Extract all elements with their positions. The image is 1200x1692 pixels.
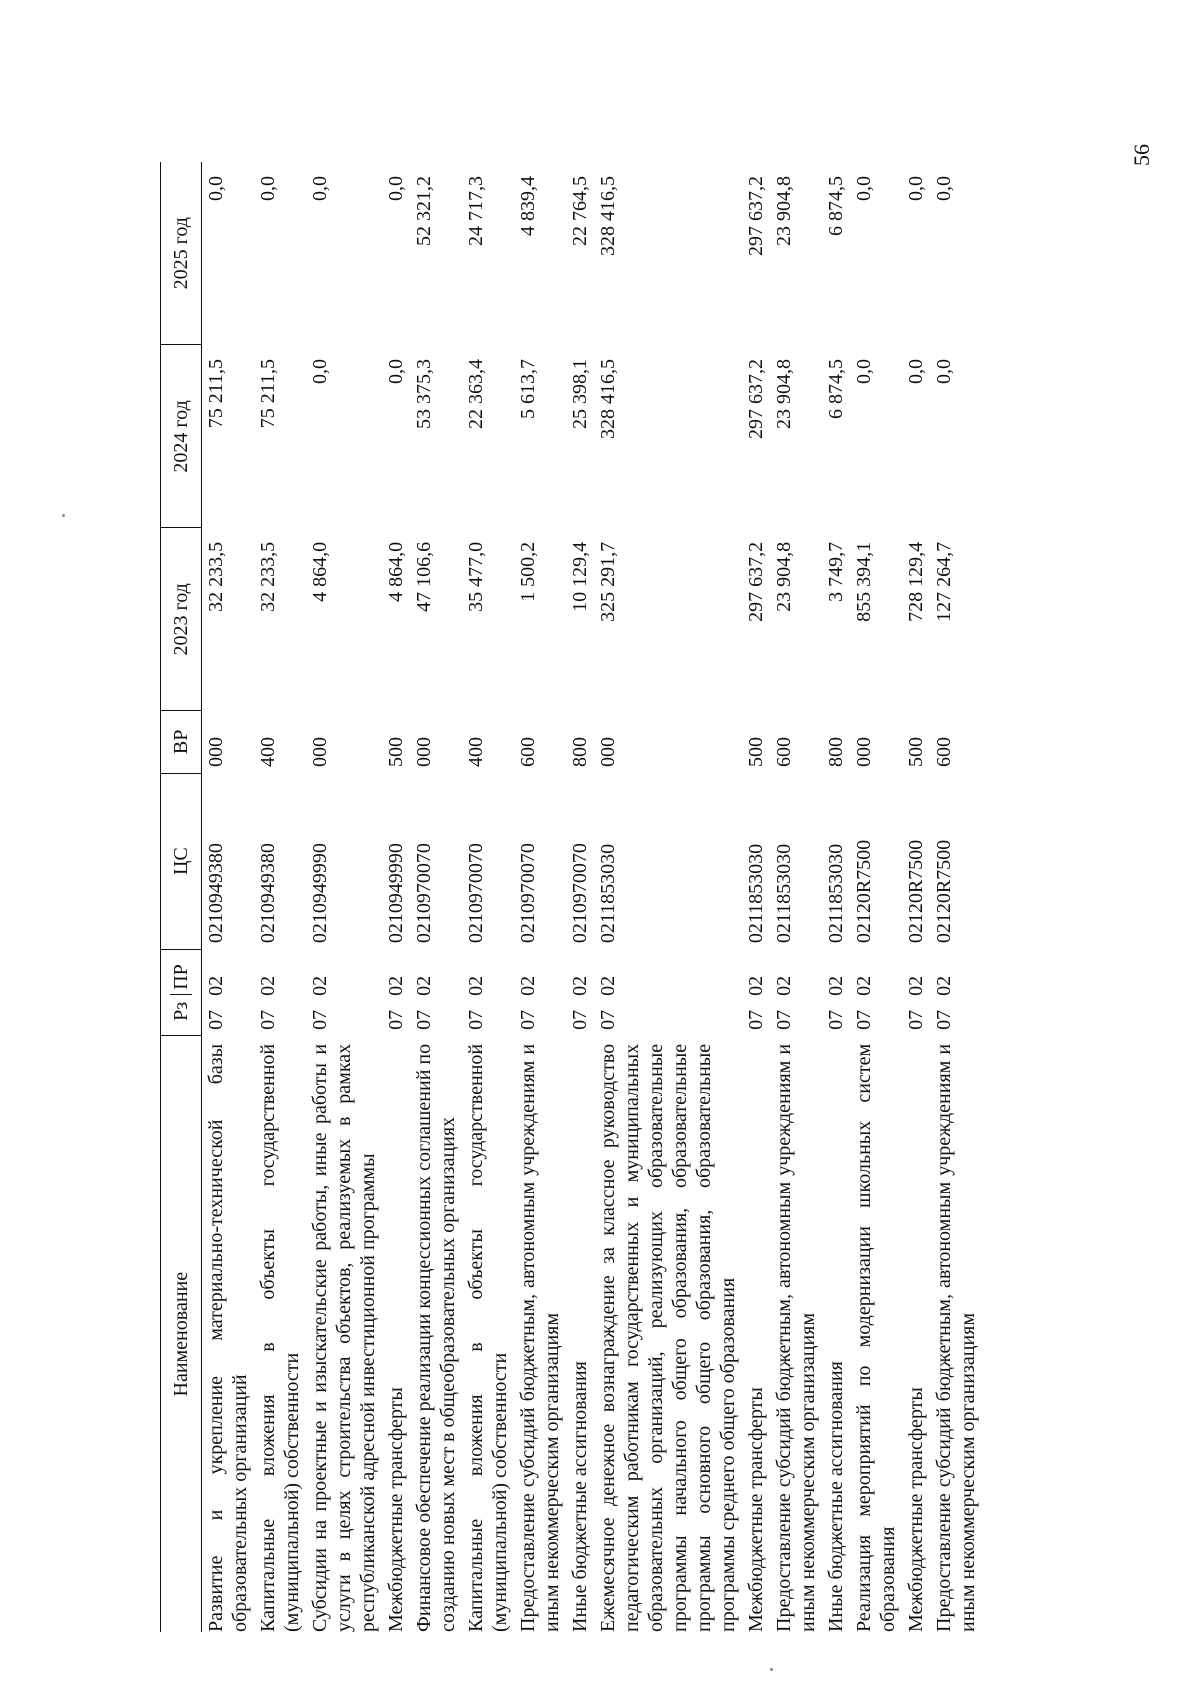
row-2025-cell: 6 874,5 [825, 176, 847, 236]
row-pr: 02 [745, 975, 767, 996]
row-2023-cell: 325 291,7 [597, 541, 619, 622]
row-rz: 07 [569, 1009, 591, 1030]
row-cs-cell: 02120R7500 [853, 839, 875, 944]
row-2025-cell: 4 839,4 [517, 176, 539, 236]
row-2025-cell: 24 717,3 [465, 176, 487, 246]
table-row [410, 162, 462, 1632]
header-cs: ЦС [161, 773, 202, 949]
row-cs-cell: 02120R7500 [905, 839, 927, 944]
row-vr-cell: 000 [853, 737, 875, 768]
row-name-cell: Иные бюджетные ассигнования [825, 1361, 847, 1632]
row-2024-cell: 53 375,3 [413, 358, 435, 429]
row-pr: 02 [853, 975, 875, 996]
row-2023-cell: 4 864,0 [309, 541, 331, 602]
row-vr-cell: 400 [257, 737, 279, 768]
row-2025-cell: 297 637,2 [745, 176, 767, 256]
row-pr: 02 [569, 975, 591, 996]
row-cs-cell: 0210970070 [465, 843, 487, 944]
scan-speck [770, 1668, 773, 1671]
table-row [930, 162, 982, 1632]
table-row [850, 162, 902, 1632]
header-2025: 2025 год [161, 162, 202, 345]
row-vr-cell: 000 [597, 737, 619, 768]
rotated-table-container [160, 162, 1040, 1632]
row-pr: 02 [905, 975, 927, 996]
row-rz-pr-cell [410, 949, 462, 1036]
scan-speck [62, 514, 65, 517]
row-2024-cell: 0,0 [905, 358, 927, 384]
row-cs-cell: 02120R7500 [933, 839, 955, 944]
table-row [770, 162, 822, 1632]
table-row [566, 162, 594, 1632]
row-rz-pr-cell [306, 949, 382, 1036]
row-2023-cell: 728 129,4 [905, 541, 927, 622]
budget-table [160, 162, 982, 1632]
row-vr-cell: 000 [205, 737, 227, 768]
row-2025-cell: 22 764,5 [569, 176, 591, 246]
row-name-cell: Межбюджетные трансферты [905, 1387, 927, 1632]
row-rz-pr-cell [514, 949, 566, 1036]
row-name-cell: Межбюджетные трансферты [745, 1387, 767, 1632]
row-pr: 02 [517, 975, 539, 996]
row-rz-pr-cell [822, 949, 850, 1036]
row-pr: 02 [465, 975, 487, 996]
row-2023-cell: 23 904,8 [773, 541, 795, 612]
row-rz: 07 [905, 1009, 927, 1030]
row-2024-cell: 22 363,4 [465, 358, 487, 429]
row-vr-cell: 500 [385, 737, 407, 768]
row-cs-cell: 0211853030 [745, 843, 767, 944]
row-pr: 02 [597, 975, 619, 996]
row-2023-cell: 3 749,7 [825, 541, 847, 602]
row-2023-cell: 4 864,0 [385, 541, 407, 602]
row-2025-cell: 0,0 [205, 176, 227, 201]
row-cs-cell: 0210970070 [517, 843, 539, 944]
row-name-cell: Капитальные вложения в объекты государственной (муниципальной) собственности [257, 1043, 303, 1632]
header-vr: ВР [161, 711, 202, 773]
row-cs-cell: 0210949990 [385, 843, 407, 944]
row-rz: 07 [597, 1009, 619, 1030]
header-rz: Рз [170, 1001, 192, 1021]
row-2023-cell: 127 264,7 [933, 541, 955, 622]
row-2024-cell: 5 613,7 [517, 358, 539, 419]
row-cs-cell: 0210970070 [413, 843, 435, 944]
header-pr: ПР [170, 964, 192, 995]
row-vr-cell: 600 [517, 737, 539, 768]
row-pr: 02 [257, 975, 279, 996]
row-vr-cell: 600 [933, 737, 955, 768]
row-rz-pr-cell [202, 949, 255, 1036]
header-rz-pr [161, 949, 202, 1036]
row-pr: 02 [385, 975, 407, 996]
row-rz-pr-cell [566, 949, 594, 1036]
row-vr-cell: 000 [413, 737, 435, 768]
row-name-cell: Развитие и укрепление материально-технической базы образовательных организаций [205, 1043, 251, 1632]
row-2024-cell: 75 211,5 [205, 358, 227, 429]
row-2023-cell: 32 233,5 [205, 541, 227, 612]
row-pr: 02 [773, 975, 795, 996]
row-cs-cell: 0211853030 [597, 843, 619, 944]
row-rz-pr-cell [930, 949, 982, 1036]
row-rz-pr-cell [594, 949, 742, 1036]
row-2025-cell: 0,0 [933, 176, 955, 201]
row-2025-cell: 0,0 [385, 176, 407, 201]
row-2024-cell: 0,0 [385, 358, 407, 384]
table-row [382, 162, 410, 1632]
row-rz: 07 [517, 1009, 539, 1030]
row-vr-cell: 600 [773, 737, 795, 768]
row-name-cell: Реализация мероприятий по модернизации школьных систем образования [853, 1043, 899, 1632]
row-name-cell: Финансовое обеспечение реализации концессионных соглашений по созданию новых мест в общеобразовательных организациях [413, 1043, 459, 1632]
row-2025-cell: 328 416,5 [597, 176, 619, 256]
row-2025-cell: 23 904,8 [773, 176, 795, 246]
row-rz: 07 [385, 1009, 407, 1030]
row-2023-cell: 10 129,4 [569, 541, 591, 612]
table-row [594, 162, 742, 1632]
row-2024-cell: 0,0 [853, 358, 875, 384]
row-2025-cell: 0,0 [853, 176, 875, 201]
table-row [462, 162, 514, 1632]
row-vr-cell: 500 [905, 737, 927, 768]
row-vr-cell: 500 [745, 737, 767, 768]
row-2024-cell: 297 637,2 [745, 358, 767, 439]
header-2023: 2023 год [161, 528, 202, 711]
row-rz-pr-cell [382, 949, 410, 1036]
row-rz-pr-cell [742, 949, 770, 1036]
row-rz: 07 [413, 1009, 435, 1030]
page-number: 56 [1129, 144, 1154, 166]
table-row [902, 162, 930, 1632]
row-rz: 07 [825, 1009, 847, 1030]
row-vr-cell: 400 [465, 737, 487, 768]
row-cs-cell: 0210949990 [309, 843, 331, 944]
row-pr: 02 [309, 975, 331, 996]
row-pr: 02 [413, 975, 435, 996]
header-2024: 2024 год [161, 345, 202, 528]
row-2024-cell: 23 904,8 [773, 358, 795, 429]
row-name-cell: Межбюджетные трансферты [385, 1387, 407, 1632]
row-2024-cell: 25 398,1 [569, 358, 591, 429]
row-2024-cell: 328 416,5 [597, 358, 619, 439]
row-cs-cell: 0210949380 [257, 843, 279, 944]
row-rz-pr-cell [902, 949, 930, 1036]
row-2025-cell: 52 321,2 [413, 176, 435, 246]
row-name-cell: Капитальные вложения в объекты государственной (муниципальной) собственности [465, 1043, 511, 1632]
row-name-cell: Субсидии на проектные и изыскательские работы, иные работы и услуги в целях строительства объектов, реализуемых в рамках республиканской адресной инвестиционной программы [309, 1043, 379, 1632]
row-rz: 07 [853, 1009, 875, 1030]
row-rz: 07 [205, 1009, 227, 1030]
row-rz-pr-cell [254, 949, 306, 1036]
row-2024-cell: 75 211,5 [257, 358, 279, 429]
row-pr: 02 [205, 975, 227, 996]
row-cs-cell: 0210970070 [569, 843, 591, 944]
row-name-cell: Предоставление субсидий бюджетным, автономным учреждениям и иным некоммерческим организациям [517, 1043, 563, 1632]
table-row [822, 162, 850, 1632]
table-row [254, 162, 306, 1632]
row-name-cell: Ежемесячное денежное вознаграждение за классное руководство педагогическим работникам государственных и муниципальных образовательных организаций, реализующих образовательные программы начального общего образования, образовательные программы основного общего образования, образовательные программы среднего общего образования [597, 1043, 739, 1632]
row-2023-cell: 47 106,6 [413, 541, 435, 612]
row-rz-pr-cell [462, 949, 514, 1036]
row-2025-cell: 0,0 [309, 176, 331, 201]
row-rz-pr-cell [850, 949, 902, 1036]
row-vr-cell: 800 [569, 737, 591, 768]
row-rz: 07 [309, 1009, 331, 1030]
row-2024-cell: 0,0 [933, 358, 955, 384]
row-2023-cell: 855 394,1 [853, 541, 875, 622]
row-name-cell: Предоставление субсидий бюджетным, автономным учреждениям и иным некоммерческим организациям [773, 1043, 819, 1632]
row-rz: 07 [933, 1009, 955, 1030]
row-2023-cell: 35 477,0 [465, 541, 487, 612]
row-rz: 07 [773, 1009, 795, 1030]
table-row [306, 162, 382, 1632]
row-rz: 07 [745, 1009, 767, 1030]
table-row [742, 162, 770, 1632]
row-name-cell: Предоставление субсидий бюджетным, автономным учреждениям и иным некоммерческим организациям [933, 1043, 979, 1632]
table-row [514, 162, 566, 1632]
row-2023-cell: 297 637,2 [745, 541, 767, 622]
row-rz: 07 [465, 1009, 487, 1030]
row-cs-cell: 0211853030 [825, 843, 847, 944]
row-vr-cell: 800 [825, 737, 847, 768]
row-2023-cell: 32 233,5 [257, 541, 279, 612]
row-rz: 07 [257, 1009, 279, 1030]
row-vr-cell: 000 [309, 737, 331, 768]
row-cs-cell: 0210949380 [205, 843, 227, 944]
row-2024-cell: 0,0 [309, 358, 331, 384]
row-pr: 02 [933, 975, 955, 996]
row-2024-cell: 6 874,5 [825, 358, 847, 419]
row-cs-cell: 0211853030 [773, 843, 795, 944]
table-row [202, 162, 255, 1632]
row-2025-cell: 0,0 [905, 176, 927, 201]
row-rz-pr-cell [770, 949, 822, 1036]
row-pr: 02 [825, 975, 847, 996]
header-name: Наименование [161, 1036, 202, 1632]
row-2025-cell: 0,0 [257, 176, 279, 201]
row-name-cell: Иные бюджетные ассигнования [569, 1361, 591, 1632]
row-2023-cell: 1 500,2 [517, 541, 539, 602]
table-header-row [161, 162, 202, 1632]
